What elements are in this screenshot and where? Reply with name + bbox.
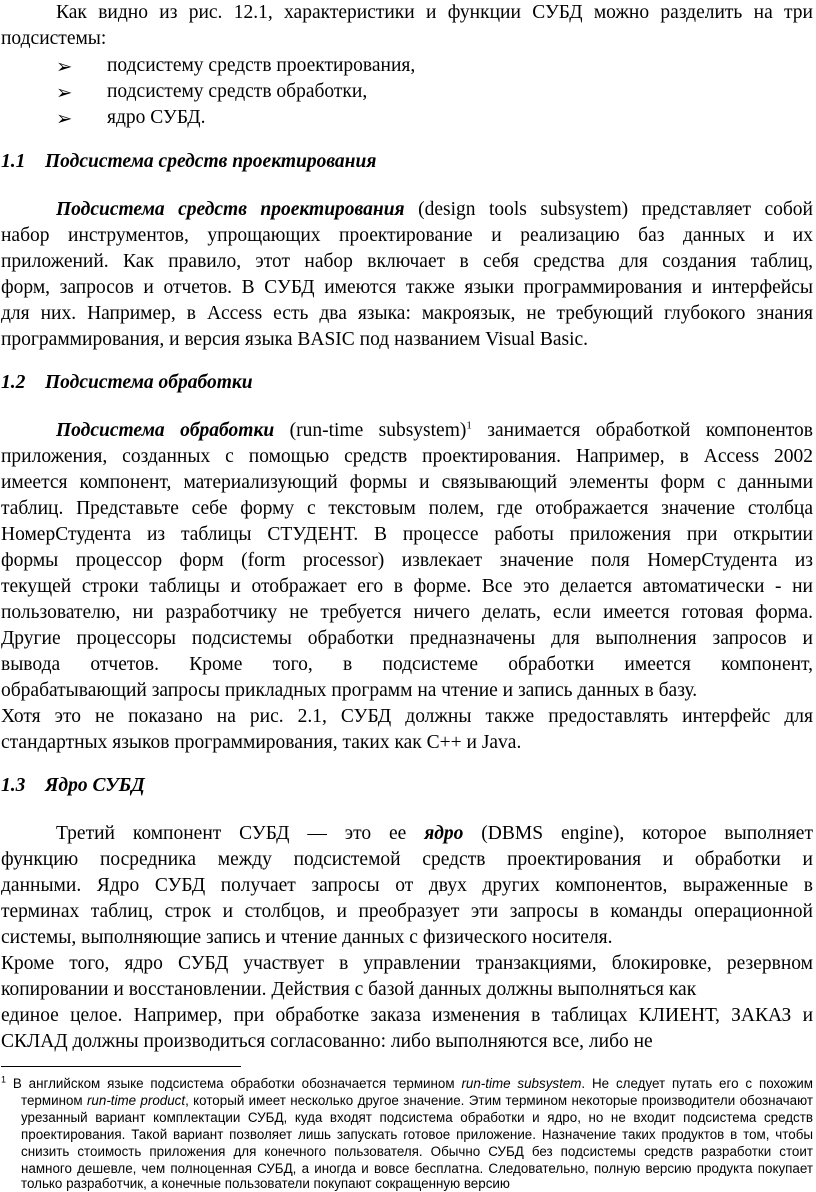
- intro-line: Как видно из рис. 12.1, характеристики и функции СУБД можно разделить на три: [56, 2, 813, 23]
- section-heading: [1, 149, 376, 175]
- paragraph-line: пользователю, ни разработчику не требуется ничего делать, если имеется готовая форма.: [1, 602, 813, 623]
- paragraph-line: вывода отчетов. Кроме того, в подсистеме обработки имеется компонент,: [1, 654, 813, 675]
- footnote-divider: [1, 1066, 241, 1067]
- footnote-line: снизить стоимость приложения для конечного пользователя. Обычно СУБД без подсистемы средств разработки стоит: [21, 1144, 813, 1159]
- term: Подсистема средств проектирования: [56, 199, 405, 220]
- paragraph-line: программирования, и версия языка BASIC под названием Visual Basic.: [1, 329, 589, 350]
- footnote-line: $^1$ В английском языке подсистема обработки обозначается термином run-time subsystem. Не следует путать его с похожим: [1, 1074, 813, 1091]
- footnote-line: термином run-time product, который имеет несколько другое значение. Этим термином некоторые производители обозначают: [21, 1093, 813, 1108]
- list-item: ядро СУБД.: [107, 107, 206, 128]
- paragraph-line: системы, выполняющие запись и чтение данных с физического носителя.: [1, 927, 613, 948]
- paragraph-line: форм, запросов и отчетов. В СУБД имеются также языки программирования и интерфейсы: [1, 277, 813, 298]
- paragraph-line: обрабатывающий запросы прикладных программ на чтение и запись данных в базу.: [1, 680, 698, 701]
- arrow-bullet-icon: ➢: [56, 83, 73, 104]
- paragraph-line: Подсистема обработки (run-time subsystem)$^1$ занимается обработкой компонентов: [56, 419, 814, 441]
- paragraph-line: текущей строки таблицы и отображает его в форме. Все это делается автоматически - ни: [1, 576, 813, 597]
- section-number: 1.1: [1, 151, 26, 172]
- paragraph-line: набор инструментов, упрощающих проектирование и реализацию баз данных и их: [1, 225, 813, 246]
- footnote-line: только разработчик, а конечные пользователи покупают сокращенную версию: [21, 1176, 510, 1191]
- paragraph-line: Подсистема средств проектирования (design tools subsystem) представляет собой: [56, 199, 813, 220]
- paragraph-line: имеется компонент, материализующий формы и связывающий элементы форм с данными: [1, 472, 813, 493]
- section-heading: [1, 773, 145, 799]
- term: Подсистема обработки: [56, 420, 275, 441]
- paragraph-line: формы процессор форм (form processor) извлекает значение поля НомерСтудента из: [1, 550, 813, 571]
- arrow-bullet-icon: ➢: [56, 57, 73, 78]
- paragraph-line: Третий компонент СУБД — это ее ядро (DBMS engine), которое выполняет: [56, 823, 813, 844]
- section-heading: [1, 370, 253, 396]
- footnote-line: проектирования. Такой вариант позволяет лишь запускать готовое приложение. Назначение таких продуктов в том, чтобы: [21, 1127, 813, 1142]
- section-title: Подсистема средств проектирования: [45, 151, 377, 172]
- paragraph-line: единое целое. Например, при обработке заказа изменения в таблицах КЛИЕНТ, ЗАКАЗ и: [1, 1005, 813, 1026]
- paragraph-line: для них. Например, в Access есть два языка: макроязык, не требующий глубокого знания: [1, 303, 813, 324]
- paragraph-line: данными. Ядро СУБД получает запросы от двух других компонентов, выраженные в: [1, 875, 813, 896]
- footnote-ref: 1: [466, 419, 472, 432]
- paragraph-line: приложений. Как правило, этот набор включает в себя средства для создания таблиц,: [1, 251, 813, 272]
- paragraph-line: Кроме того, ядро СУБД участвует в управлении транзакциями, блокировке, резервном: [1, 953, 813, 974]
- section-title: Подсистема обработки: [45, 372, 253, 393]
- arrow-bullet-icon: ➢: [56, 109, 73, 130]
- paragraph-line: терминах таблиц, строк и столбцов, и преобразует эти запросы в команды операционной: [1, 901, 813, 922]
- list-item: подсистему средств обработки,: [107, 81, 368, 102]
- paragraph-line: НомерСтудента из таблицы СТУДЕНТ. В процессе работы приложения при открытии: [1, 524, 813, 545]
- intro-line: подсистемы:: [1, 28, 107, 49]
- section-number: 1.2: [1, 372, 26, 393]
- section-title: Ядро СУБД: [45, 775, 145, 796]
- paragraph-line: приложения, созданных с помощью средств проектирования. Например, в Access 2002: [1, 446, 813, 467]
- footnote-line: урезанный вариант комплектации СУБД, куда входят подсистема обработки и ядро, но не входит подсистема средств: [21, 1110, 813, 1125]
- section-number: 1.3: [1, 775, 26, 796]
- paragraph-line: таблиц. Представьте себе форму с текстовым полем, где отображается значение столбца: [1, 498, 813, 519]
- term: ядро: [424, 823, 464, 844]
- paragraph-line: стандартных языков программирования, таких как C++ и Java.: [1, 732, 522, 753]
- paragraph-line: функцию посредника между подсистемой средств проектирования и обработки и: [1, 849, 813, 870]
- paragraph-line: Хотя это не показано на рис. 2.1, СУБД должны также предоставлять интерфейс для: [1, 706, 813, 727]
- footnote-line: намного дешевле, чем полноценная СУБД, а иногда и вовсе бесплатна. Следовательно, полную версию продукта покупает: [21, 1161, 813, 1176]
- footnote-mark: 1: [1, 1074, 7, 1085]
- paragraph-line: Другие процессоры подсистемы обработки предназначены для выполнения запросов и: [1, 628, 813, 649]
- paragraph-line: копировании и восстановлении. Действия с базой данных должны выполняться как: [1, 979, 697, 1000]
- list-item: подсистему средств проектирования,: [107, 55, 416, 76]
- paragraph-line: СКЛАД должны производиться согласованно: либо выполняются все, либо не: [1, 1031, 653, 1052]
